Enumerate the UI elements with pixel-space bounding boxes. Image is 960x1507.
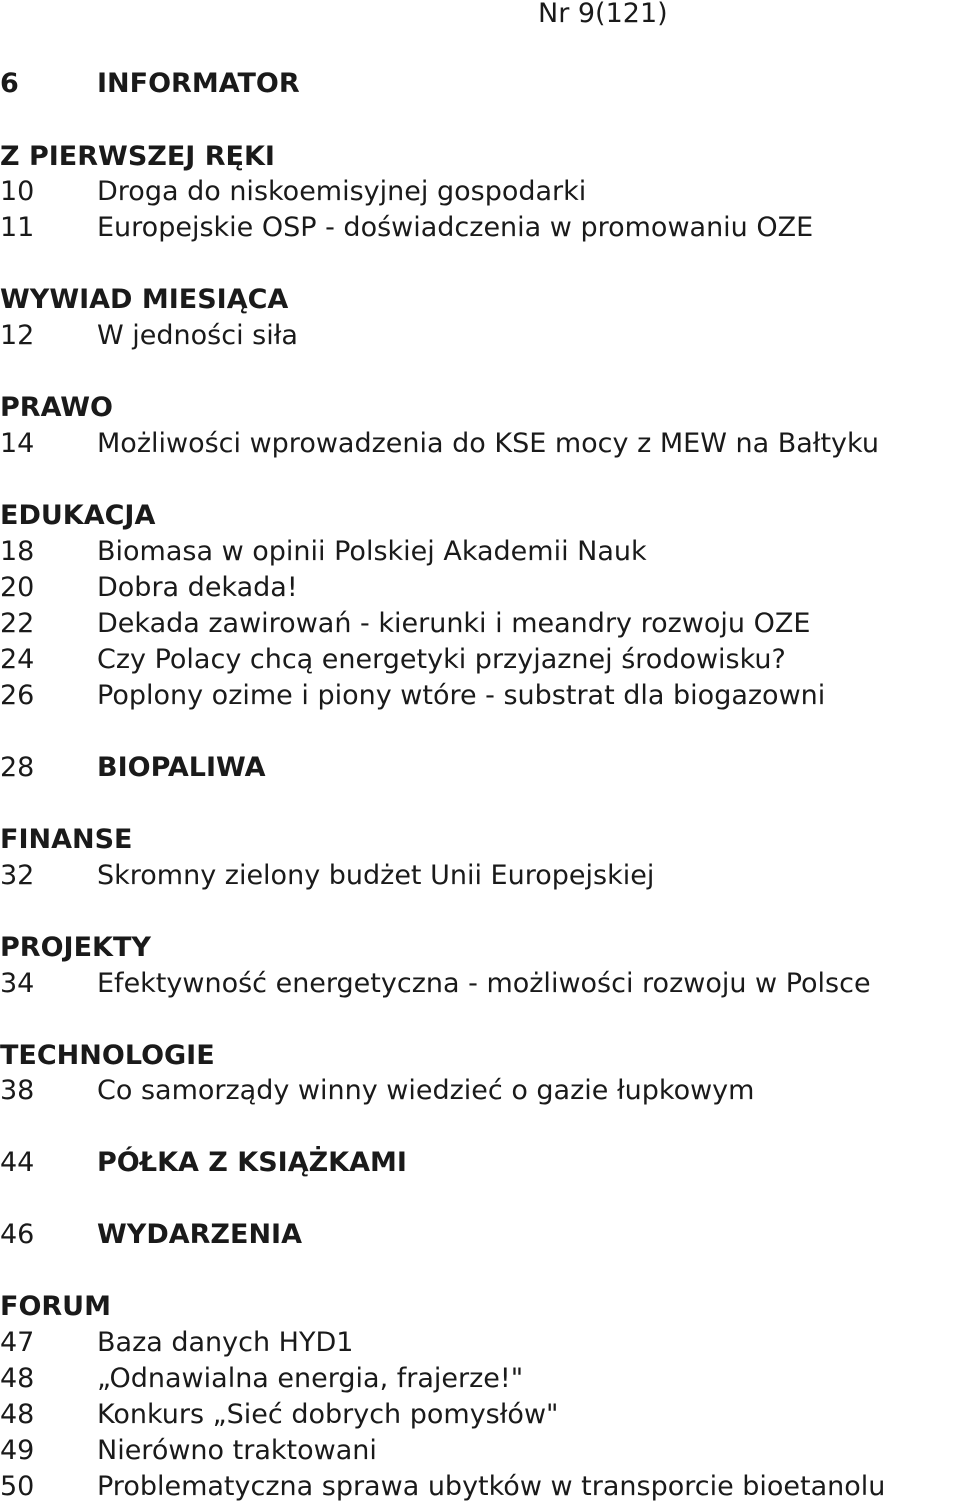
page-number: 44 [0, 1147, 35, 1178]
entry-title: W jedności siła [97, 320, 298, 351]
page-number: 48 [0, 1363, 35, 1394]
entry-title: Problematyczna sprawa ubytków w transporcie bioetanolu [97, 1471, 886, 1502]
page-number: 47 [0, 1327, 35, 1358]
entry-title: INFORMATOR [97, 68, 300, 99]
page-number: 14 [0, 428, 35, 459]
entry-title: Droga do niskoemisyjnej gospodarki [97, 176, 587, 207]
entry-title: PÓŁKA Z KSIĄŻKAMI [97, 1147, 407, 1178]
section-heading-wywiad-miesiaca: WYWIAD MIESIĄCA [0, 284, 289, 315]
page-number: 6 [0, 68, 19, 99]
section-heading-z-pierwszej-reki: Z PIERWSZEJ RĘKI [0, 141, 275, 172]
entry-title: Dekada zawirowań - kierunki i meandry rozwoju OZE [97, 608, 811, 639]
page-number: 26 [0, 680, 35, 711]
issue-number: Nr 9(121) [538, 0, 668, 29]
entry-title: Możliwości wprowadzenia do KSE mocy z MEW na Bałtyku [97, 428, 879, 459]
entry-title: Nierówno traktowani [97, 1435, 377, 1466]
page-number: 28 [0, 752, 35, 783]
page-number: 32 [0, 860, 35, 891]
section-heading-prawo: PRAWO [0, 392, 113, 423]
entry-title: WYDARZENIA [97, 1219, 302, 1250]
entry-title: Biomasa w opinii Polskiej Akademii Nauk [97, 536, 647, 567]
page-number: 50 [0, 1471, 35, 1502]
entry-title: Efektywność energetyczna - możliwości rozwoju w Polsce [97, 968, 871, 999]
section-heading-forum: FORUM [0, 1291, 111, 1322]
section-heading-edukacja: EDUKACJA [0, 500, 156, 531]
page-number: 24 [0, 644, 35, 675]
section-heading-finanse: FINANSE [0, 824, 133, 855]
entry-title: BIOPALIWA [97, 752, 266, 783]
page-number: 11 [0, 212, 35, 243]
page-number: 34 [0, 968, 35, 999]
entry-title: „Odnawialna energia, frajerze!" [97, 1363, 524, 1394]
entry-title: Skromny zielony budżet Unii Europejskiej [97, 860, 655, 891]
entry-title: Baza danych HYD1 [97, 1327, 354, 1358]
page-number: 38 [0, 1075, 35, 1106]
page-number: 12 [0, 320, 35, 351]
entry-title: Europejskie OSP - doświadczenia w promowaniu OZE [97, 212, 814, 243]
entry-title: Poplony ozime i piony wtóre - substrat dla biogazowni [97, 680, 826, 711]
page-number: 48 [0, 1399, 35, 1430]
entry-title: Dobra dekada! [97, 572, 298, 603]
entry-title: Konkurs „Sieć dobrych pomysłów" [97, 1399, 559, 1430]
entry-title: Czy Polacy chcą energetyki przyjaznej środowisku? [97, 644, 786, 675]
page-number: 10 [0, 176, 35, 207]
page-number: 20 [0, 572, 35, 603]
entry-title: Co samorządy winny wiedzieć o gazie łupkowym [97, 1075, 755, 1106]
page-number: 46 [0, 1219, 35, 1250]
page-number: 22 [0, 608, 35, 639]
page-number: 18 [0, 536, 35, 567]
section-heading-technologie: TECHNOLOGIE [0, 1040, 215, 1071]
page-number: 49 [0, 1435, 35, 1466]
section-heading-projekty: PROJEKTY [0, 932, 151, 963]
